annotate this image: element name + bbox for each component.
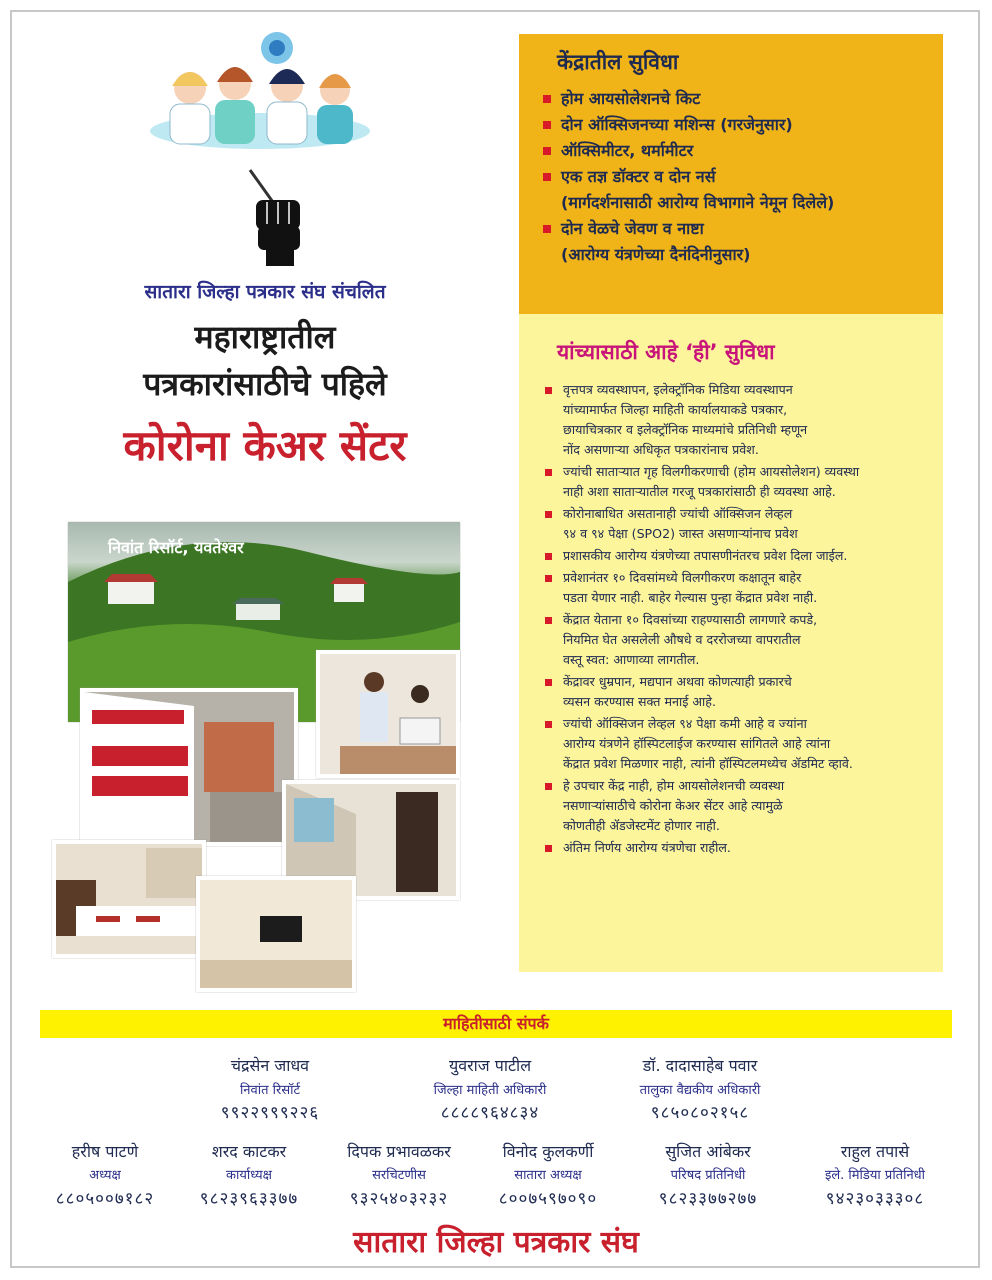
eligibility-line: व्यसन करण्यास सक्त मनाई आहे.: [563, 694, 716, 709]
eligibility-line: यांच्यामार्फत जिल्हा माहिती कार्यालयाकडे पत्रकार,: [563, 402, 788, 417]
title-line-2: पत्रकारांसाठीचे पहिले: [143, 365, 387, 403]
fist-pen-icon: [240, 168, 318, 268]
people-at-desk-graphic: [320, 654, 456, 774]
eligibility-item: [535, 568, 929, 608]
contact-role: निवांत रिसॉर्ट: [239, 1083, 301, 1098]
eligibility-line: अंतिम निर्णय आरोग्य यंत्रणेचा राहील.: [563, 840, 731, 855]
eligibility-line: वस्तू स्वत: आणाव्या लागतील.: [563, 652, 700, 667]
facility-item-note: (मार्गदर्शनासाठी आरोग्य विभागाने नेमून दिलेले): [561, 193, 835, 212]
eligibility-item: [535, 380, 929, 460]
facilities-title: केंद्रातील सुविधा: [557, 50, 679, 74]
eligibility-list: [535, 380, 929, 858]
eligibility-line: छायाचित्रकार व इलेक्ट्रॉनिक माध्यमांचे प्रतिनिधी म्हणून: [563, 422, 808, 437]
eligibility-item: [535, 504, 929, 544]
contact-phone: ९३२५४०३२३२: [349, 1189, 449, 1209]
eligibility-line: कोरोनाबाधित असतानाही ज्यांची ऑक्सिजन लेव्हल: [563, 506, 793, 521]
contact-role: इले. मिडिया प्रतिनिधी: [824, 1168, 926, 1183]
contact-name: सुजित आंबेकर: [665, 1142, 751, 1161]
bed-graphic: [56, 844, 202, 954]
facilities-list: [541, 86, 927, 190]
facility-item: ऑक्सिमीटर, थर्मामीटर: [541, 138, 927, 164]
contact-phone: ९८२३९६३३७७: [199, 1189, 299, 1209]
title-line-1: महाराष्ट्रातील: [194, 318, 336, 356]
contact-heading-bar: माहितीसाठी संपर्क: [40, 1010, 952, 1038]
contact-name: युवराज पाटील: [448, 1056, 532, 1075]
contact-name: चंद्रसेन जाधव: [230, 1056, 310, 1075]
contact-name: राहुल तपासे: [840, 1142, 910, 1161]
tv-room-graphic: [200, 880, 352, 988]
contact-role: तालुका वैद्यकीय अधिकारी: [639, 1083, 761, 1098]
eligibility-item: [535, 672, 929, 712]
contact-phone: ९४२३०३३३०८: [825, 1189, 925, 1209]
contact-role: सातारा अध्यक्ष: [514, 1168, 582, 1183]
eligibility-line: प्रशासकीय आरोग्य यंत्रणेच्या तपासणीनंतरच प्रवेश दिला जाईल.: [563, 548, 848, 563]
contact-phone: ९९२२९९९२२६: [220, 1103, 320, 1123]
contact-phone: ८८०५००७१८२: [55, 1189, 155, 1209]
eligibility-line: ज्यांची साताऱ्यात गृह विलगीकरणाची (होम आयसोलेशन) व्यवस्था: [563, 464, 860, 479]
footer-organization: सातारा जिल्हा पत्रकार संघ: [353, 1225, 639, 1260]
contact-role: अध्यक्ष: [89, 1168, 121, 1183]
contact-name: विनोद कुलकर्णी: [502, 1142, 594, 1161]
contact-name: दिपक प्रभावळकर: [347, 1142, 451, 1161]
facilities-list-continued: [541, 216, 927, 242]
eligibility-line: केंद्रावर धुम्रपान, मद्यपान अथवा कोणत्याही प्रकारचे: [563, 674, 792, 689]
eligibility-line: नसणाऱ्यांसाठीचे कोरोना केअर सेंटर आहे त्यामुळे: [563, 798, 783, 813]
eligibility-line: नियमित घेत असलेली औषधे व दररोजच्या वापरातील: [563, 632, 801, 647]
eligibility-line: पडता येणार नाही. बाहेर गेल्यास पुन्हा केंद्रात प्रवेश नाही.: [563, 590, 818, 605]
contact-role: कार्याध्यक्ष: [225, 1168, 272, 1183]
care-center-banner-graphic: [84, 692, 294, 842]
contact-name: डॉ. दादासाहेब पवार: [642, 1056, 758, 1075]
resort-location-label: निवांत रिसॉर्ट, यवतेश्वर: [108, 538, 244, 557]
contact-role: जिल्हा माहिती अधिकारी: [433, 1083, 547, 1098]
organizer-subheading: सातारा जिल्हा पत्रकार संघ संचलित: [144, 281, 386, 303]
eligibility-item: [535, 838, 929, 858]
facility-item: होम आयसोलेशनचे किट: [541, 86, 927, 112]
eligibility-line: ९४ व ९४ पेक्षा (SPO2) जास्त असणाऱ्यांनाच प्रवेश: [563, 526, 798, 541]
facility-item: एक तज्ञ डॉक्टर व दोन नर्स: [541, 164, 927, 190]
eligibility-line: कोणतीही ॲडजेस्टमेंट होणार नाही.: [563, 818, 720, 833]
eligibility-line: केंद्रात प्रवेश मिळणार नाही, त्यांनी हॉस्पिटलमध्येच ॲडमिट व्हावे.: [563, 756, 853, 771]
contact-phone: ८००७५९७०९०: [498, 1189, 598, 1209]
eligibility-line: केंद्रात येताना १० दिवसांच्या राहण्यासाठी लागणारे कपडे,: [563, 612, 818, 627]
eligibility-item: [535, 714, 929, 774]
banner-photo: [80, 688, 298, 846]
eligibility-line: हे उपचार केंद्र नाही, होम आयसोलेशनची व्यवस्था: [563, 778, 785, 793]
eligibility-item: [535, 462, 929, 502]
facility-item: दोन ऑक्सिजनच्या मशिन्स (गरजेनुसार): [541, 112, 927, 138]
eligibility-line: नोंद असणाऱ्या अधिकृत पत्रकारांनाच प्रवेश.: [563, 442, 759, 457]
eligibility-line: आरोग्य यंत्रणेने हॉस्पिटलाईज करण्यास सांगितले आहे त्यांना: [563, 736, 831, 751]
contact-phone: ८८८८९६४८३४: [440, 1103, 540, 1123]
room-tv-photo: [196, 876, 356, 992]
eligibility-item: [535, 776, 929, 836]
contact-role: सरचिटणीस: [372, 1168, 426, 1183]
photo-collage: [68, 522, 460, 992]
facility-item-note: (आरोग्य यंत्रणेच्या दैनंदिनीनुसार): [561, 245, 751, 264]
eligibility-item: [535, 546, 929, 566]
eligibility-line: नाही अशा साताऱ्यातील गरजू पत्रकारांसाठी ही व्यवस्था आहे.: [563, 484, 836, 499]
eligibility-title: यांच्यासाठी आहे ‘ही’ सुविधा: [557, 340, 775, 364]
contact-phone: ९८२३३७७२७७: [658, 1189, 758, 1209]
eligibility-line: वृत्तपत्र व्यवस्थापन, इलेक्ट्रॉनिक मिडिया व्यवस्थापन: [563, 382, 793, 397]
contact-role: परिषद प्रतिनिधी: [670, 1168, 746, 1183]
bedroom-photo: [52, 840, 206, 958]
eligibility-line: ज्यांची ऑक्सिजन लेव्हल ९४ पेक्षा कमी आहे व ज्यांना: [563, 716, 807, 731]
registration-photo: [316, 650, 460, 778]
title-corona-care-center: कोरोना केअर सेंटर: [123, 421, 407, 470]
contact-name: शरद काटकर: [211, 1142, 287, 1161]
eligibility-line: प्रवेशानंतर १० दिवसांमध्ये विलगीकरण कक्षातून बाहेर: [563, 570, 802, 585]
facility-item: दोन वेळचे जेवण व नाष्टा: [541, 216, 927, 242]
medical-team-illustration: [145, 26, 375, 152]
contact-phone: ९८५०८०२१५८: [650, 1103, 750, 1123]
contact-name: हरीष पाटणे: [71, 1142, 139, 1161]
eligibility-item: [535, 610, 929, 670]
facilities-box: [519, 34, 943, 314]
eligibility-box: [519, 314, 943, 972]
